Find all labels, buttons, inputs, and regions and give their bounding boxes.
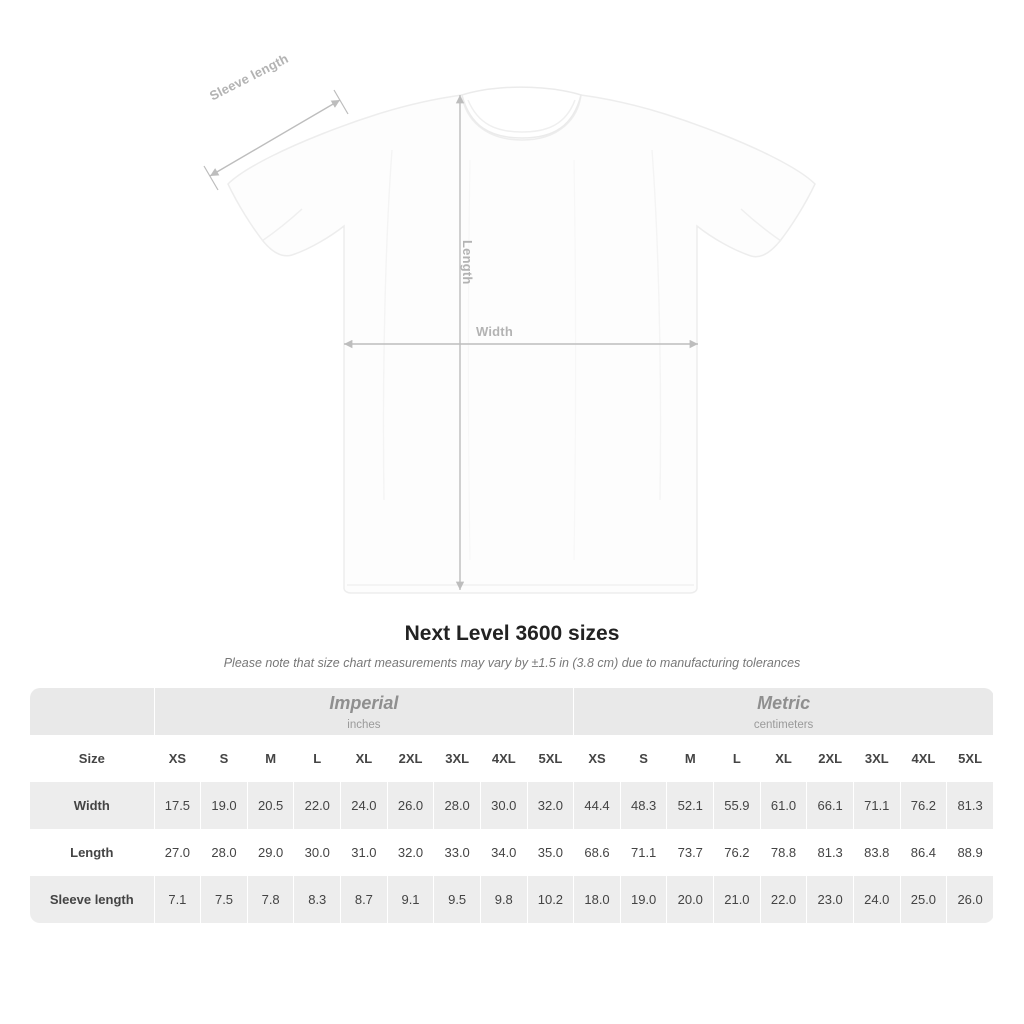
size-header-cell: L [714,735,761,782]
unit-group-row [30,688,994,735]
size-header-cell: S [620,735,667,782]
size-header-cell: XS [154,735,201,782]
width-label: Width [476,324,513,339]
measurement-cell: 35.0 [527,829,574,876]
measurement-cell: 7.1 [154,876,201,923]
size-header-label: Size [30,735,154,782]
unit-group-imperial-sub: inches [347,718,381,731]
measurement-cell: 78.8 [760,829,807,876]
measurement-cell: 30.0 [480,782,527,829]
row-label: Sleeve length [30,876,154,923]
measurement-cell: 24.0 [341,782,388,829]
size-header-cell: 4XL [480,735,527,782]
size-header-cell: 3XL [434,735,481,782]
measurement-cell: 33.0 [434,829,481,876]
size-chart-table [30,688,994,923]
size-header-cell: XL [760,735,807,782]
measurement-cell: 25.0 [900,876,947,923]
measurement-cell: 19.0 [620,876,667,923]
unit-row-spacer [30,688,154,735]
measurement-cell: 7.5 [201,876,248,923]
table-row [30,876,994,923]
measurement-cell: 28.0 [434,782,481,829]
measurement-cell: 66.1 [807,782,854,829]
measurement-cell: 71.1 [853,782,900,829]
measurement-cell: 28.0 [201,829,248,876]
measurement-cell: 26.0 [387,782,434,829]
size-table-wrapper [0,688,1024,923]
unit-group-metric-name: Metric [757,692,811,713]
measurement-cell: 9.8 [480,876,527,923]
measurement-cell: 32.0 [527,782,574,829]
size-header-cell: S [201,735,248,782]
size-header-cell: L [294,735,341,782]
measurement-cell: 10.2 [527,876,574,923]
measurement-cell: 68.6 [574,829,621,876]
row-label: Width [30,782,154,829]
measurement-cell: 20.5 [247,782,294,829]
measurement-cell: 8.3 [294,876,341,923]
table-row [30,829,994,876]
size-header-cell: 5XL [947,735,994,782]
measurement-cell: 88.9 [947,829,994,876]
measurement-cell: 9.5 [434,876,481,923]
size-header-cell: M [247,735,294,782]
length-label: Length [460,240,475,285]
measurement-cell: 20.0 [667,876,714,923]
measurement-cell: 44.4 [574,782,621,829]
measurement-cell: 29.0 [247,829,294,876]
tolerance-note: Please note that size chart measurements may vary by ±1.5 in (3.8 cm) due to manufacturing tolerances [223,656,801,670]
measurement-cell: 8.7 [341,876,388,923]
title-block [0,622,1024,670]
measurement-cell: 81.3 [807,829,854,876]
measurement-cell: 22.0 [294,782,341,829]
measurement-cell: 9.1 [387,876,434,923]
size-header-cell: M [667,735,714,782]
measurement-cell: 76.2 [714,829,761,876]
measurement-cell: 22.0 [760,876,807,923]
measurement-cell: 26.0 [947,876,994,923]
measurement-cell: 17.5 [154,782,201,829]
size-header-cell: 2XL [807,735,854,782]
measurement-cell: 61.0 [760,782,807,829]
measurement-cell: 21.0 [714,876,761,923]
page-title: Next Level 3600 sizes [404,622,620,645]
size-header-cell: XL [341,735,388,782]
measurement-cell: 48.3 [620,782,667,829]
unit-group-imperial-name: Imperial [329,692,399,713]
size-header-row [30,735,994,782]
measurement-cell: 7.8 [247,876,294,923]
measurement-cell: 83.8 [853,829,900,876]
sleeve-length-label: Sleeve length [207,50,291,104]
measurement-cell: 27.0 [154,829,201,876]
measurement-cell: 32.0 [387,829,434,876]
measurement-cell: 31.0 [341,829,388,876]
measurement-cell: 71.1 [620,829,667,876]
size-header-cell: 4XL [900,735,947,782]
unit-group-metric-sub: centimeters [753,718,814,731]
table-row [30,782,994,829]
measurement-cell: 81.3 [947,782,994,829]
measurement-cell: 76.2 [900,782,947,829]
unit-group-imperial [154,688,574,735]
tshirt-shape [228,87,815,593]
size-header-cell: 3XL [853,735,900,782]
measurement-cell: 34.0 [480,829,527,876]
size-header-cell: XS [574,735,621,782]
measurement-cell: 18.0 [574,876,621,923]
row-label: Length [30,829,154,876]
measurement-cell: 52.1 [667,782,714,829]
measurement-cell: 23.0 [807,876,854,923]
size-header-cell: 2XL [387,735,434,782]
size-header-cell: 5XL [527,735,574,782]
measurement-cell: 19.0 [201,782,248,829]
measurement-cell: 73.7 [667,829,714,876]
unit-group-metric [574,688,994,735]
measurement-cell: 30.0 [294,829,341,876]
measurement-cell: 24.0 [853,876,900,923]
measurement-cell: 55.9 [714,782,761,829]
measurement-cell: 86.4 [900,829,947,876]
